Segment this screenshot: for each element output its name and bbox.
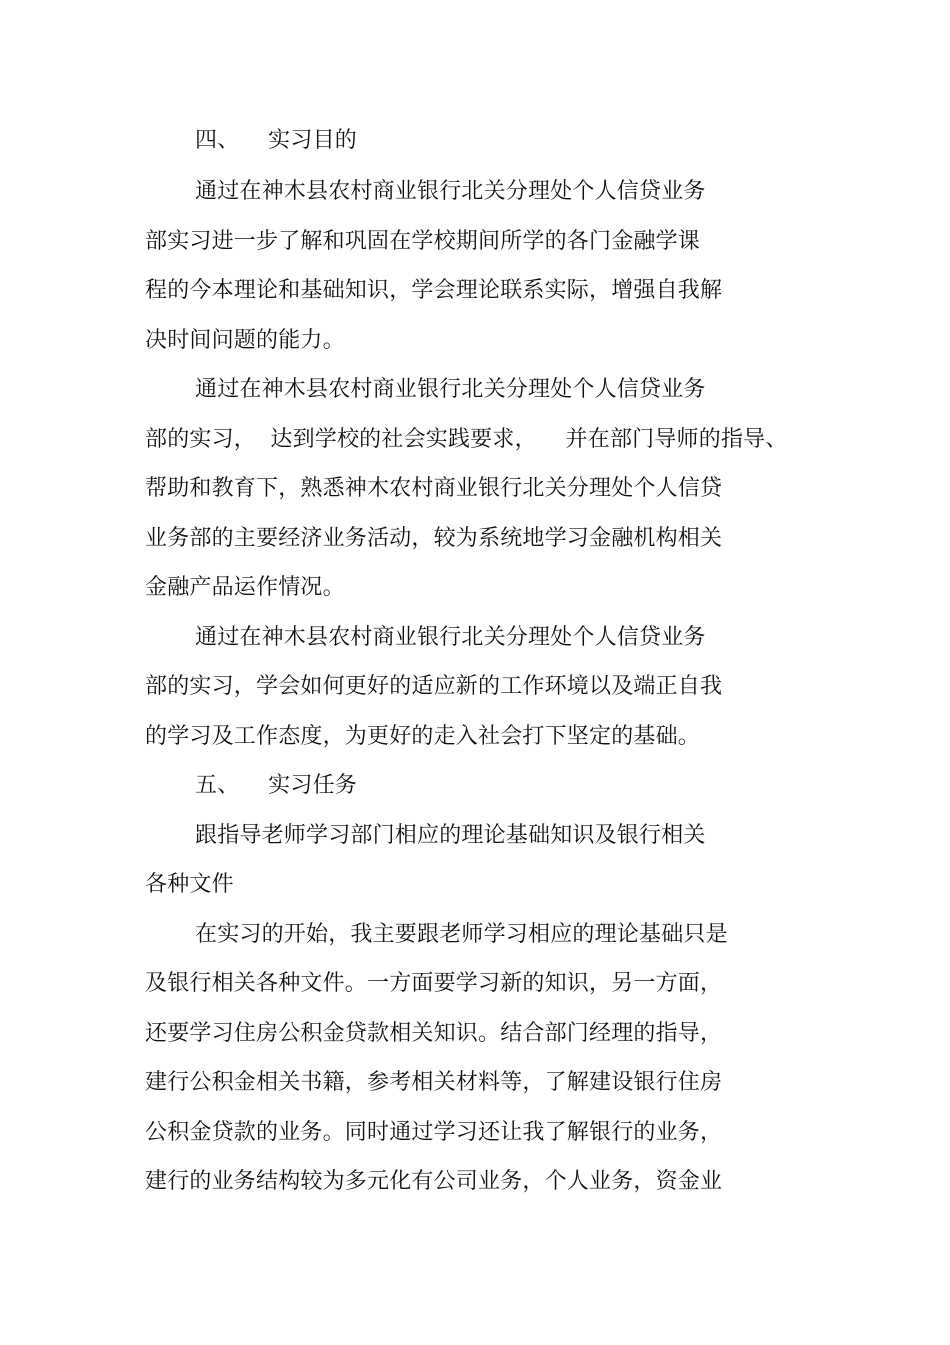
paragraph-line: 建行的业务结构较为多元化有公司业务，个人业务，资金业 [145,1169,723,1194]
section-heading: 四、 实习目的 [195,128,357,153]
paragraph-line: 决时间问题的能力。 [145,328,345,353]
paragraph-line: 通过在神木县农村商业银行北关分理处个人信贷业务 [195,377,706,402]
paragraph-line: 公积金贷款的业务。同时通过学习还让我了解银行的业务， [145,1120,723,1145]
paragraph-line: 业务部的主要经济业务活动，较为系统地学习金融机构相关 [145,526,723,551]
paragraph-line: 部实习进一步了解和巩固在学校期间所学的各门金融学课 [145,229,701,254]
paragraph-line: 帮助和教育下，熟悉神木农村商业银行北关分理处个人信贷 [145,476,723,501]
paragraph-line: 还要学习住房公积金贷款相关知识。结合部门经理的指导， [145,1021,723,1046]
paragraph-line: 各种文件 [145,872,234,897]
paragraph-line: 跟指导老师学习部门相应的理论基础知识及银行相关 [195,823,706,848]
paragraph-line: 部的实习， 达到学校的社会实践要求， 并在部门导师的指导、 [145,427,788,452]
paragraph-line: 部的实习，学会如何更好的适应新的工作环境以及端正自我 [145,674,723,699]
paragraph-line: 建行公积金相关书籍，参考相关材料等，了解建设银行住房 [145,1070,723,1095]
paragraph-line: 及银行相关各种文件。一方面要学习新的知识，另一方面， [145,971,723,996]
paragraph-line: 通过在神木县农村商业银行北关分理处个人信贷业务 [195,179,706,204]
paragraph-line: 的学习及工作态度，为更好的走入社会打下坚定的基础。 [145,724,701,749]
paragraph-line: 程的今本理论和基础知识，学会理论联系实际，增强自我解 [145,278,723,303]
section-heading: 五、 实习任务 [195,773,357,798]
paragraph-line: 通过在神木县农村商业银行北关分理处个人信贷业务 [195,625,706,650]
paragraph-line: 在实习的开始，我主要跟老师学习相应的理论基础只是 [195,922,728,947]
paragraph-line: 金融产品运作情况。 [145,575,345,600]
